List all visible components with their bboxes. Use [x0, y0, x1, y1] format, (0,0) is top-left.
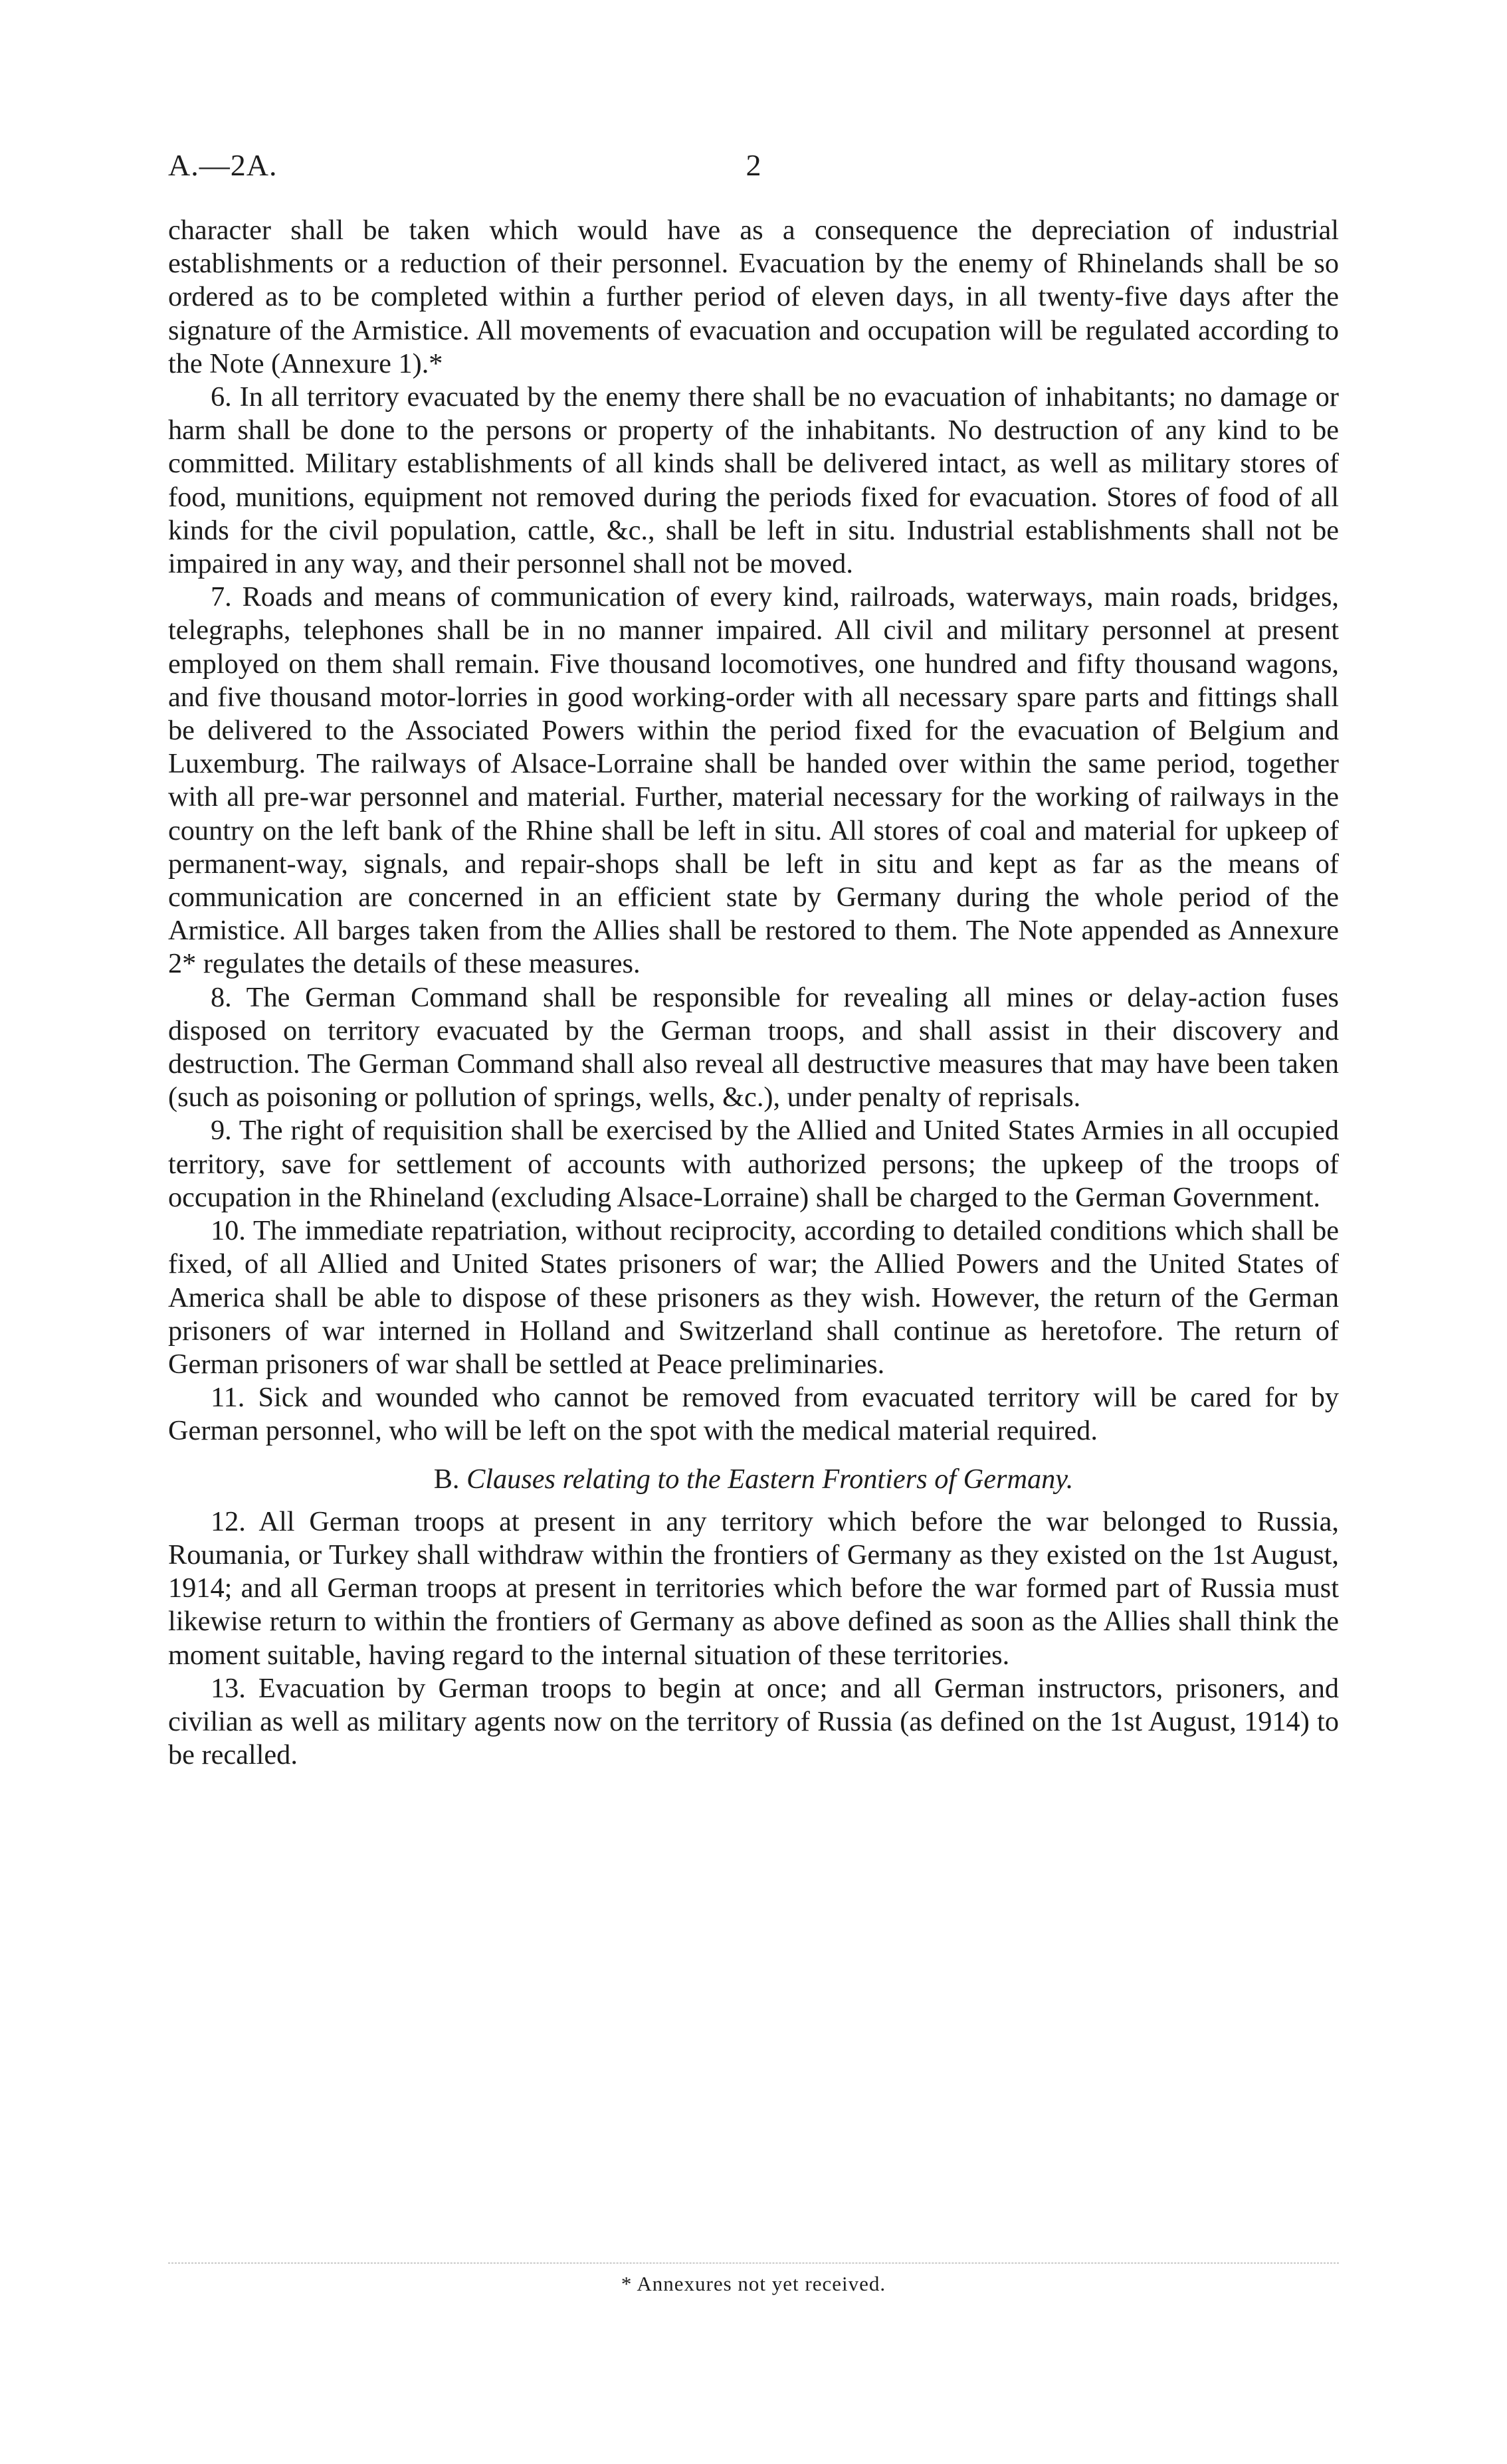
paragraph-11: 11. Sick and wounded who cannot be removed from evacuated territory will be cared for by German personnel, who will be left on the spot with the medical material required.: [168, 1382, 1339, 1447]
paragraph-9: 9. The right of requisition shall be exercised by the Allied and United States Armies in all occupied territory, save for settlement of accounts with authorized persons; the upkeep of the troops of occupation in the Rhineland (excluding Alsace-Lorraine) shall be charged to the German Government.: [168, 1115, 1339, 1213]
paragraph-6: 6. In all territory evacuated by the enemy there shall be no evacuation of inhabitants; no damage or harm shall be done to the persons or property of the inhabitants. No destruction of any kind to be committed. Military establishments of all kinds shall be delivered intact, as well as military stores of food, munitions, equipment not removed during the periods fixed for evacuation. Stores of food of all kinds for the civil population, cattle, &c., shall be left in situ. Industrial establishments shall not be impaired in any way, and their personnel shall not be moved.: [168, 381, 1339, 580]
page-header: [168, 147, 1339, 187]
section-b-title: Clauses relating to the Eastern Frontiers of Germany.: [466, 1463, 1074, 1495]
paragraph-continuation: character shall be taken which would have as a consequence the depreciation of industrial establishments or a reduction of their personnel. Evacuation by the enemy of Rhinelands shall be so ordered as to be completed within a further period of eleven days, in all twenty-five days after the signature of the Armistice. All movements of evacuation and occupation will be regulated according to the Note (Annexure 1).*: [168, 215, 1339, 379]
paragraph-10: 10. The immediate repatriation, without reciprocity, according to detailed conditions which shall be fixed, of all Allied and United States prisoners of war; the Allied Powers and the United States of America shall be able to dispose of these prisoners as they wish. However, the return of the German prisoners of war interned in Holland and Switzerland shall continue as heretofore. The return of German prisoners of war shall be settled at Peace preliminaries.: [168, 1215, 1339, 1380]
paragraph-8: 8. The German Command shall be responsible for revealing all mines or delay-action fuses disposed on territory evacuated by the German troops, and shall assist in their discovery and destruction. The German Command shall also reveal all destructive measures that may have been taken (such as poisoning or pollution of springs, wells, &c.), under penalty of reprisals.: [168, 981, 1339, 1113]
paragraph-12: 12. All German troops at present in any territory which before the war belonged to Russia, Roumania, or Turkey shall withdraw within the frontiers of Germany as they existed on the 1st August, 1914; and all German troops at present in territories which before the war formed part of Russia must likewise return to within the frontiers of Germany as above defined as soon as the Allies shall think the moment suitable, having regard to the internal situation of these territories.: [168, 1505, 1339, 1671]
document-body: [168, 214, 1339, 1772]
document-reference: A.—2A.: [168, 148, 278, 182]
paragraph-7: 7. Roads and means of communication of every kind, railroads, waterways, main roads, bridges, telegraphs, telephones shall be in no manner impaired. All civil and military personnel at present employed on them shall remain. Five thousand locomotives, one hundred and fifty thousand wagons, and five thousand motor-lorries in good working-order with all necessary spare parts and fittings shall be delivered to the Associated Powers within the period fixed for the evacuation of Belgium and Luxemburg. The railways of Alsace-Lorraine shall be handed over within the same period, together with all pre-war personnel and material. Further, material necessary for the working of railways in the country on the left bank of the Rhine shall be left in situ. All stores of coal and material for upkeep of permanent-way, signals, and repair-shops shall be left in situ and kept as far as the means of communication are concerned in an efficient state by Germany during the whole period of the Armistice. All barges taken from the Allies shall be restored to them. The Note appended as Annexure 2* regulates the details of these measures.: [168, 581, 1339, 980]
page-number: 2: [746, 148, 761, 182]
section-b-letter: B.: [433, 1463, 460, 1495]
paragraph-13: 13. Evacuation by German troops to begin at once; and all German instructors, prisoners, and civilian as well as military agents now on the territory of Russia (as defined on the 1st August, 1914) to be recalled.: [168, 1672, 1339, 1771]
section-b-heading: [168, 1463, 1339, 1496]
footnote: * Annexures not yet received.: [621, 2272, 886, 2295]
